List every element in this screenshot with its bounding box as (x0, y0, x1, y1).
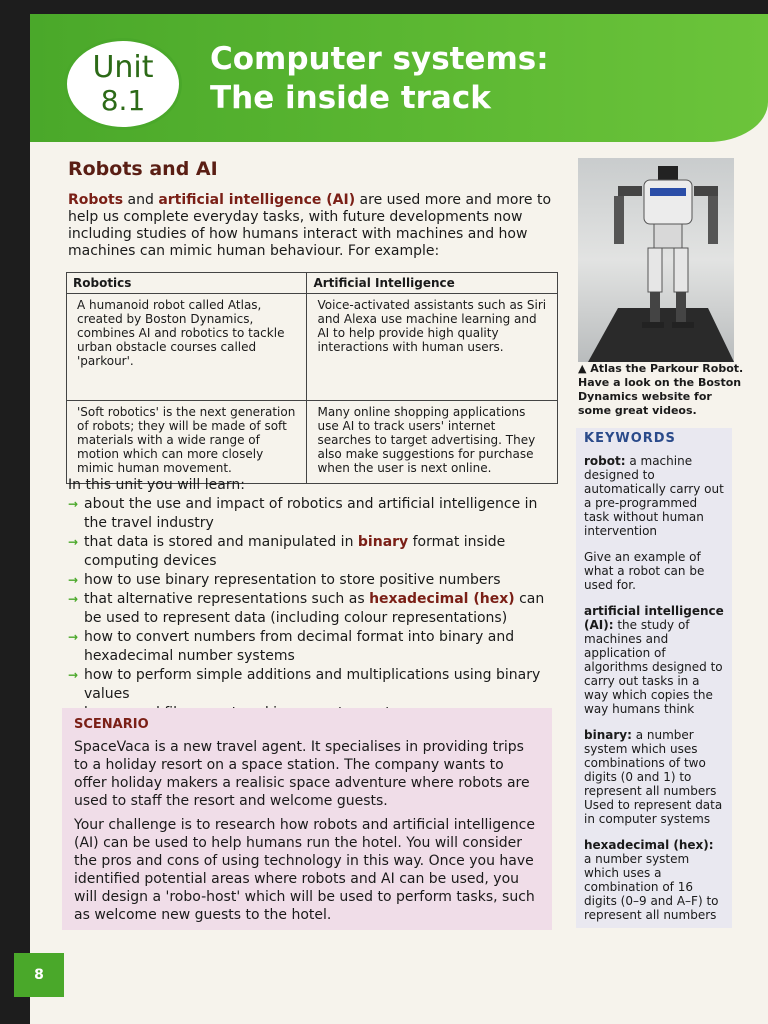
atlas-robot-photo (578, 158, 734, 362)
section-title: Robots and AI (68, 158, 218, 180)
intro-term-robots: Robots (68, 192, 124, 208)
table-header-row (67, 273, 558, 294)
intro-term-ai: artificial intelligence (AI) (158, 192, 356, 208)
intro-text: and (123, 192, 159, 208)
arrow-icon: → (68, 668, 79, 682)
table-cell: A humanoid robot called Atlas, created by Boston Dynamics, combines AI and robotics to tackle urban obstacle courses called 'parkour'. (67, 294, 307, 401)
table-header: Robotics (67, 273, 307, 294)
keyword-definition: a number system which uses a combination of 16 digits (0–9 and A–F) to represent all numbers (584, 852, 719, 922)
page-number: 8 (14, 953, 64, 997)
item-text: that data is stored and manipulated in (84, 534, 358, 550)
keyword-definition: Give an example of what a robot can be used for. (584, 550, 705, 592)
item-text: how to convert numbers from decimal format into binary and hexadecimal number systems (84, 629, 515, 664)
item-text: how to use binary representation to store positive numbers (84, 572, 501, 588)
unit-badge (64, 38, 182, 130)
arrow-icon: → (68, 535, 79, 549)
item-keyword: hexadecimal (hex) (369, 591, 515, 607)
keywords-title: KEYWORDS (584, 431, 676, 446)
intro-paragraph (68, 192, 558, 260)
table-cell: Voice-activated assistants such as Siri and Alexa use machine learning and AI to help provide high quality interactions with human users. (307, 294, 558, 401)
keyword-definition: the study of machines and application of algorithms designed to carry out tasks in a way which copies the way humans think (584, 618, 723, 716)
unit-number: 8.1 (100, 84, 146, 117)
top-edge (0, 0, 768, 14)
item-keyword: binary (357, 534, 409, 550)
keyword-definition: a number system which uses combinations of two digits (0 and 1) to represent all numbers Used to represent data in computer systems (584, 728, 723, 826)
keyword-item (584, 728, 724, 826)
list-item (68, 590, 558, 628)
item-text: that alternative representations such as (84, 591, 370, 607)
unit-title (210, 40, 549, 118)
comparison-table (66, 272, 558, 484)
item-text: about the use and impact of robotics and artificial intelligence in the travel industry (84, 496, 538, 531)
keyword-item (584, 550, 724, 592)
unit-title-line2: The inside track (210, 80, 491, 116)
keyword-definition: a machine designed to automatically carry out a pre-programmed task without human intervention (584, 454, 724, 538)
item-text: can be used to represent data (including colour representations) (84, 591, 545, 626)
keyword-term: hexadecimal (hex): (584, 838, 714, 852)
binding-edge (0, 0, 30, 1024)
table-header: Artificial Intelligence (307, 273, 558, 294)
table-cell: Many online shopping applications use AI to track users' internet searches to target advertising. They also make suggestions for purchase when the user is next online. (307, 401, 558, 484)
item-text: how to perform simple additions and multiplications using binary values (84, 667, 541, 702)
arrow-icon: → (68, 497, 79, 511)
robot-illustration (578, 158, 734, 362)
keyword-item (584, 838, 724, 922)
keyword-term: robot: (584, 454, 626, 468)
table-row (67, 294, 558, 401)
list-item (68, 666, 558, 704)
unit-title-line1: Computer systems: (210, 41, 549, 77)
list-item (68, 533, 558, 571)
keywords-panel (576, 428, 732, 928)
learning-objectives (68, 476, 558, 723)
photo-caption: ▲ Atlas the Parkour Robot. Have a look on the Boston Dynamics website for some great videos. (578, 362, 744, 417)
keyword-item (584, 604, 724, 716)
list-item (68, 495, 558, 533)
list-item (68, 571, 558, 590)
caption-text: Atlas the Parkour Robot. Have a look on the Boston Dynamics website for some great videos. (578, 362, 744, 417)
scenario-box (62, 708, 552, 930)
arrow-icon: → (68, 592, 79, 606)
list-item (68, 628, 558, 666)
keyword-term: artificial intelligence (AI): (584, 604, 724, 632)
item-text: format inside computing devices (84, 534, 506, 569)
intro-text: are used more and more to help us complete everyday tasks, with future developments now including studies of how humans interact with machines and how machines can mimic human behaviour. For example: (68, 192, 552, 259)
scenario-paragraph: SpaceVaca is a new travel agent. It specialises in providing trips to a holiday resort on a space station. The company wants to offer holiday makers a realisic space adventure where robots are used to staff the resort and welcome guests. (74, 739, 530, 809)
table-cell: 'Soft robotics' is the next generation of robots; they will be made of soft materials with a wide range of motion which can more closely mimic human movement. (67, 401, 307, 484)
arrow-icon: → (68, 573, 79, 587)
scenario-heading: SCENARIO (74, 717, 149, 732)
arrow-icon: → (68, 630, 79, 644)
table-row (67, 401, 558, 484)
keyword-item (584, 454, 724, 538)
learn-intro: In this unit you will learn: (68, 477, 245, 493)
objectives-list (68, 495, 558, 723)
scenario-paragraph: Your challenge is to research how robots and artificial intelligence (AI) can be used to help humans run the hotel. You will consider the pros and cons of using technology in this way. Once you have identified potential areas where robots and AI can be used, you will design a 'robo-host' which will be used to perform tasks, such as welcome new guests to the hotel. (74, 817, 535, 923)
keyword-term: binary: (584, 728, 632, 742)
unit-word: Unit (92, 50, 154, 85)
